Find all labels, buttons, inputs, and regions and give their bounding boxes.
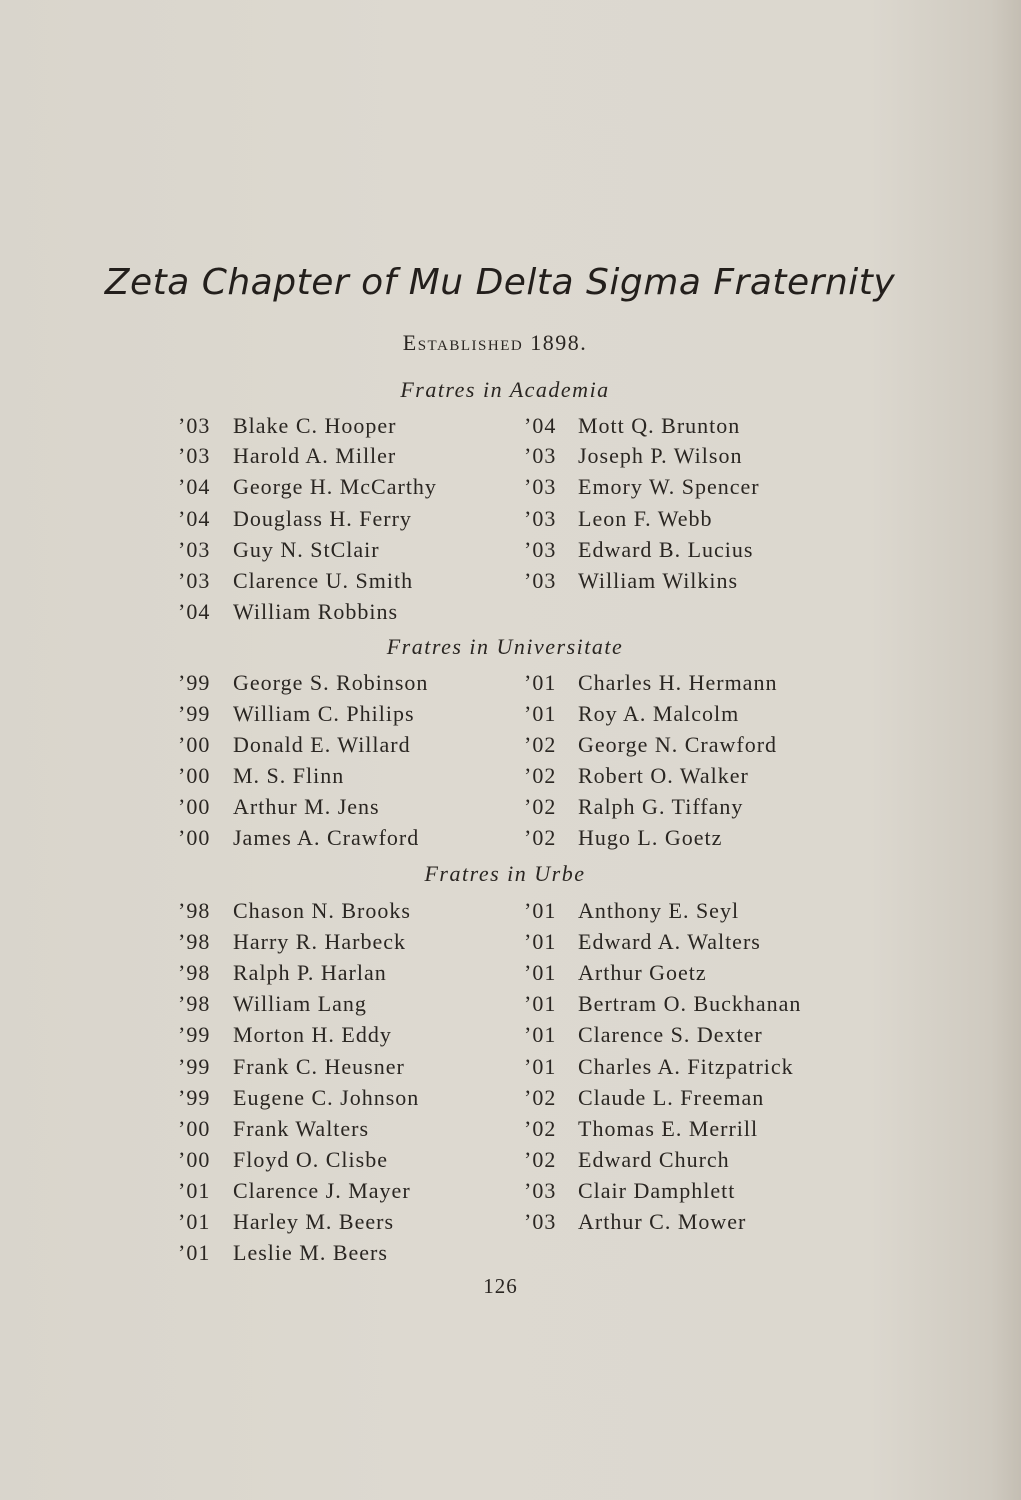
class-year: ’02 <box>524 825 557 850</box>
member-name: Eugene C. Johnson <box>233 1085 420 1110</box>
class-year: ’02 <box>524 1085 557 1110</box>
member-name: Arthur C. Mower <box>578 1209 747 1234</box>
class-year: ’02 <box>524 763 557 788</box>
member-name: Edward A. Walters <box>578 929 761 954</box>
class-year: ’98 <box>178 929 211 954</box>
member-name: William Robbins <box>233 599 399 624</box>
class-year: ’03 <box>524 506 557 531</box>
member-name: Ralph P. Harlan <box>233 960 387 985</box>
class-year: ’04 <box>178 506 211 531</box>
member-name: Harry R. Harbeck <box>233 929 406 954</box>
class-year: ’98 <box>178 991 211 1016</box>
established-line: Established 1898. <box>402 330 588 355</box>
member-name: Edward Church <box>578 1147 730 1172</box>
class-year: ’00 <box>178 732 211 757</box>
member-name: James A. Crawford <box>233 825 420 850</box>
class-year: ’01 <box>178 1209 211 1234</box>
class-year: ’01 <box>524 670 557 695</box>
member-name: Emory W. Spencer <box>578 474 760 499</box>
member-name: Joseph P. Wilson <box>578 443 743 468</box>
member-name: Harold A. Miller <box>233 443 397 468</box>
class-year: ’02 <box>524 1116 557 1141</box>
member-name: Anthony E. Seyl <box>578 898 740 923</box>
class-year: ’99 <box>178 1085 211 1110</box>
class-year: ’02 <box>524 1147 557 1172</box>
class-year: ’01 <box>524 960 557 985</box>
class-year: ’04 <box>178 474 211 499</box>
member-name: Edward B. Lucius <box>578 537 754 562</box>
member-name: Thomas E. Merrill <box>578 1116 759 1141</box>
class-year: ’99 <box>178 670 211 695</box>
member-name: William Wilkins <box>578 568 739 593</box>
member-name: Bertram O. Buckhanan <box>578 991 802 1016</box>
member-name: Roy A. Malcolm <box>578 701 740 726</box>
member-name: Hugo L. Goetz <box>578 825 723 850</box>
class-year: ’01 <box>178 1240 211 1265</box>
member-name: Leslie M. Beers <box>233 1240 388 1265</box>
member-name: Douglass H. Ferry <box>233 506 412 531</box>
member-name: Floyd O. Clisbe <box>233 1147 388 1172</box>
member-name: Charles H. Hermann <box>578 670 778 695</box>
member-name: William C. Philips <box>233 701 415 726</box>
class-year: ’01 <box>524 1022 557 1047</box>
class-year: ’99 <box>178 701 211 726</box>
member-name: Mott Q. Brunton <box>578 413 741 438</box>
member-name: Clarence U. Smith <box>233 568 414 593</box>
class-year: ’03 <box>524 537 557 562</box>
class-year: ’98 <box>178 960 211 985</box>
class-year: ’00 <box>178 825 211 850</box>
member-name: George H. McCarthy <box>233 474 437 499</box>
class-year: ’01 <box>524 929 557 954</box>
class-year: ’03 <box>524 474 557 499</box>
member-name: Chason N. Brooks <box>233 898 411 923</box>
class-year: ’00 <box>178 1147 211 1172</box>
class-year: ’03 <box>178 568 211 593</box>
member-name: Clarence S. Dexter <box>578 1022 763 1047</box>
member-name: Charles A. Fitzpatrick <box>578 1054 794 1079</box>
class-year: ’01 <box>178 1178 211 1203</box>
member-name: Arthur M. Jens <box>233 794 380 819</box>
class-year: ’98 <box>178 898 211 923</box>
member-name: Guy N. StClair <box>233 537 380 562</box>
section-heading-academia: Fratres in Academia <box>400 377 610 402</box>
class-year: ’03 <box>524 443 557 468</box>
section-heading-urbe: Fratres in Urbe <box>424 861 586 886</box>
member-name: Blake C. Hooper <box>233 413 397 438</box>
class-year: ’03 <box>178 443 211 468</box>
class-year: ’03 <box>524 1209 557 1234</box>
class-year: ’00 <box>178 763 211 788</box>
member-name: Claude L. Freeman <box>578 1085 765 1110</box>
class-year: ’03 <box>178 537 211 562</box>
class-year: ’01 <box>524 1054 557 1079</box>
member-name: Robert O. Walker <box>578 763 749 788</box>
class-year: ’03 <box>524 568 557 593</box>
class-year: ’02 <box>524 794 557 819</box>
member-name: Morton H. Eddy <box>233 1022 392 1047</box>
member-name: Frank Walters <box>233 1116 370 1141</box>
class-year: ’99 <box>178 1022 211 1047</box>
member-name: Leon F. Webb <box>578 506 713 531</box>
member-name: Clair Damphlett <box>578 1178 736 1203</box>
class-year: ’00 <box>178 1116 211 1141</box>
class-year: ’03 <box>178 413 211 438</box>
class-year: ’02 <box>524 732 557 757</box>
member-name: Arthur Goetz <box>578 960 707 985</box>
member-name: Ralph G. Tiffany <box>578 794 744 819</box>
member-name: Frank C. Heusner <box>233 1054 405 1079</box>
section-heading-universitate: Fratres in Universitate <box>386 634 624 659</box>
page-title: Zeta Chapter of Mu Delta Sigma Fraternity <box>104 262 896 303</box>
member-name: M. S. Flinn <box>233 763 345 788</box>
class-year: ’99 <box>178 1054 211 1079</box>
member-name: Harley M. Beers <box>233 1209 395 1234</box>
class-year: ’01 <box>524 898 557 923</box>
class-year: ’04 <box>524 413 557 438</box>
member-name: William Lang <box>233 991 367 1016</box>
member-name: Donald E. Willard <box>233 732 411 757</box>
page-number: 126 <box>483 1274 518 1298</box>
class-year: ’01 <box>524 991 557 1016</box>
member-name: Clarence J. Mayer <box>233 1178 411 1203</box>
class-year: ’03 <box>524 1178 557 1203</box>
member-name: George S. Robinson <box>233 670 429 695</box>
class-year: ’01 <box>524 701 557 726</box>
class-year: ’04 <box>178 599 211 624</box>
member-name: George N. Crawford <box>578 732 778 757</box>
class-year: ’00 <box>178 794 211 819</box>
